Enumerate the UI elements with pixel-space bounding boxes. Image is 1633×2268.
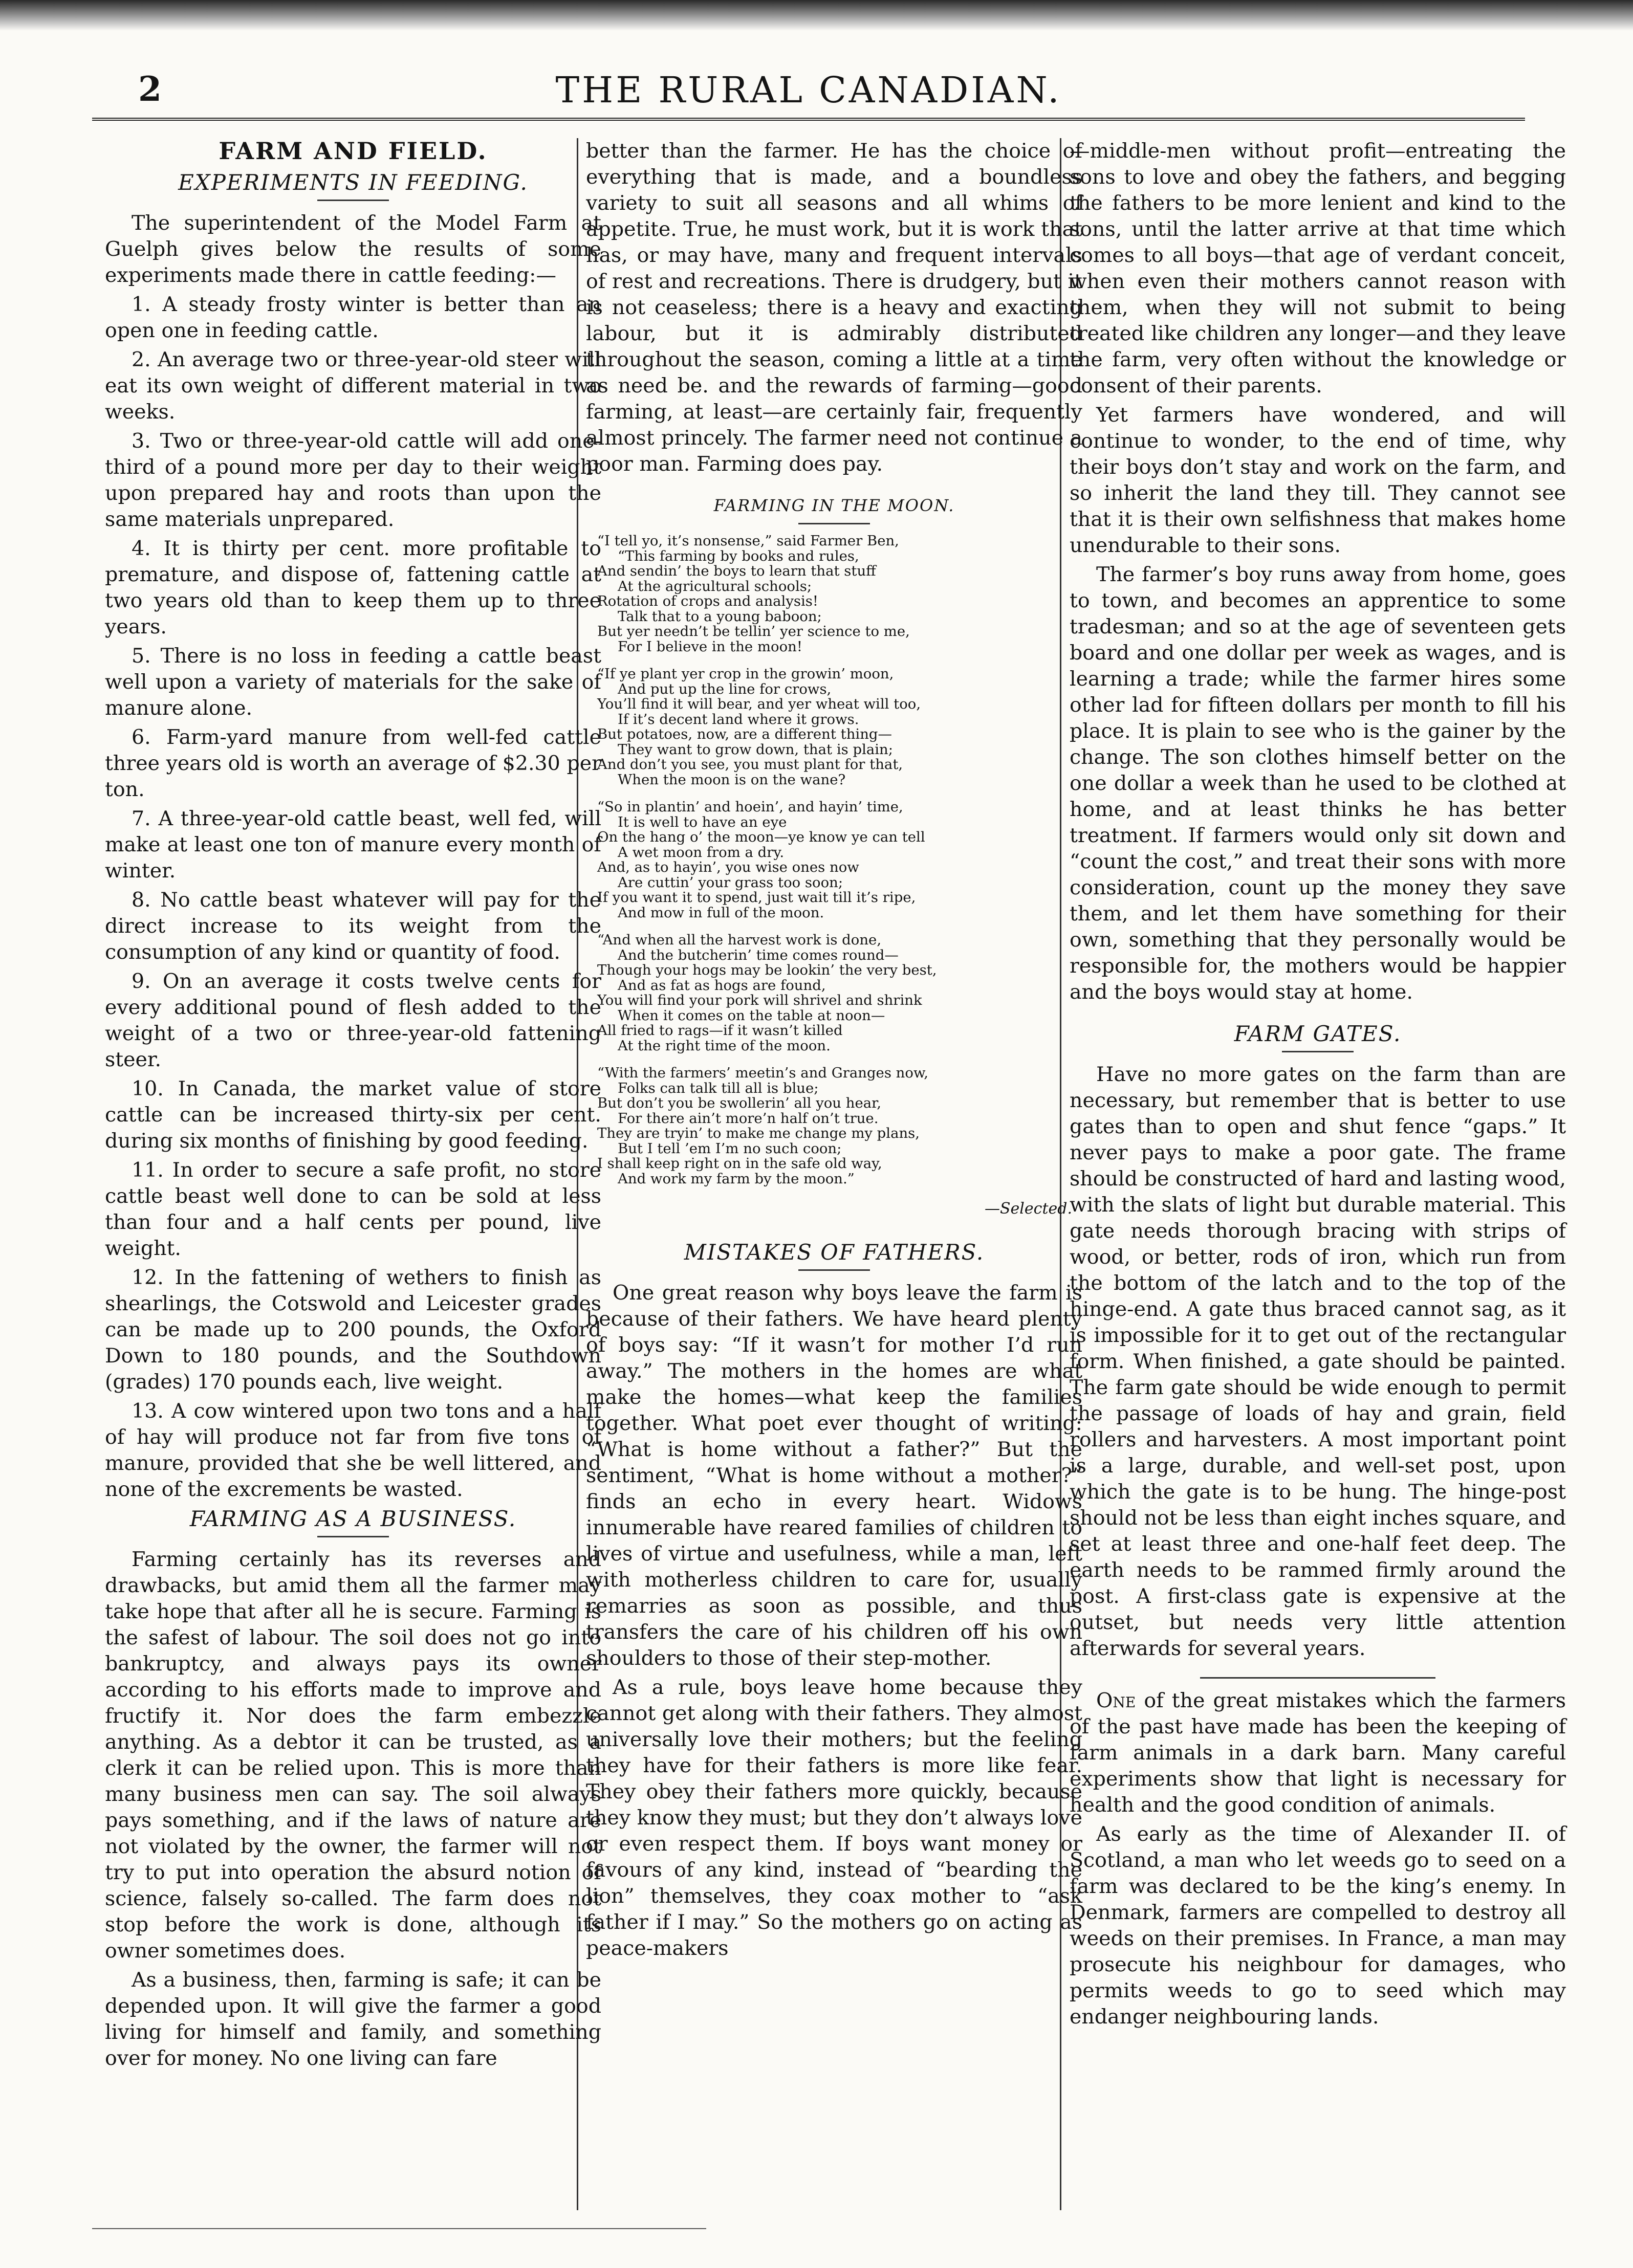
poem-line: For there ain’t more’n half on’t true. — [618, 1110, 879, 1127]
section-title: FARMING AS A BUSINESS. — [189, 1506, 517, 1531]
column-2 — [586, 138, 1082, 1965]
paragraph: As a business, then, farming is safe; it can be depended upon. It will give the farmer a good living for himself and family, and something over for money. No one living can fare — [105, 1968, 601, 2070]
list-item: 5. There is no loss in feeding a cattle beast well upon a variety of materials for the sake of manure alone. — [105, 644, 601, 720]
poem-line: And, as to hayin’, you wise ones now — [597, 859, 859, 875]
list-item: 2. An average two or three-year-old steer will eat its own weight of different material in two weeks. — [105, 348, 601, 424]
poem-line: Though your hogs may be lookin’ the very best, — [597, 962, 937, 978]
list-item: 1. A steady frosty winter is better than an open one in feeding cattle. — [105, 293, 601, 342]
paragraph: As a rule, boys leave home because they cannot get along with their fathers. They almost universally love their mothers; but the feeling they have for their fathers is more like fear. They obey their fathers more quickly, because they know they must; but they don’t always love or even respect them. If boys want money or favours of any kind, instead of “bearding the lion” themselves, they coax mother to “ask father if I may.” So the mothers go on acting as peace-makers — [586, 1676, 1082, 1960]
poem-line: You’ll find it will bear, and yer wheat will too, — [597, 696, 921, 712]
poem-line: It is well to have an eye — [618, 813, 787, 830]
paragraph: Farming certainly has its reverses and drawbacks, but amid them all the farmer may take hope that after all he is secure. Farming is the safest of labour. The soil does not go into bankruptcy, and always pays its owner according to his efforts made to improve and fructify it. Nor does the farm embezzle anything. As a debtor it can be trusted, as a clerk it can be relied upon. This is more than many business men can say. The soil always pays something, and if the laws of nature are not violated by the owner, the farmer will not try to put into operation the absurd notion of science, falsely so-called. The farm does not stop before the work is done, although its owner sometimes does. — [105, 1548, 601, 1963]
poem-line: On the hang o’ the moon—ye know ye can tell — [597, 829, 925, 845]
poem-line: You will find your pork will shrivel and shrink — [597, 992, 922, 1008]
list-item: 12. In the fattening of wethers to finish as shearlings, the Cotswold and Leicester grades can be made up to 200 pounds, the Oxford Down to 180 pounds, and the Southdown (grades) 170 pounds each, live weight. — [105, 1266, 601, 1394]
poem-stanza — [597, 1066, 1082, 1186]
page-bottom-rule — [92, 2228, 706, 2229]
poem-line: “So in plantin’ and hoein’, and hayin’ time, — [597, 799, 903, 815]
poem-stanza — [597, 667, 1082, 787]
poem-line: But potatoes, now, are a different thing— — [597, 726, 892, 742]
poem-line: If you want it to spend, just wait till it’s ripe, — [597, 889, 916, 906]
scan-edge — [0, 0, 1633, 31]
poem-line: When the moon is on the wane? — [618, 771, 846, 788]
title-rule — [317, 200, 389, 201]
poem-attribution: —Selected. — [984, 1200, 1072, 1218]
poem — [597, 534, 1082, 1186]
title-rule — [1282, 1051, 1354, 1052]
poem-line: But yer needn’t be tellin’ yer science to me, — [597, 623, 910, 640]
poem-stanza — [597, 800, 1082, 920]
page-number: 2 — [138, 69, 162, 109]
section-title: FARM GATES. — [1234, 1021, 1402, 1046]
list-item: 9. On an average it costs twelve cents for every additional pound of flesh added to the weight of a two or three-year-old fattening steer. — [105, 970, 601, 1071]
list-item: 3. Two or three-year-old cattle will add one-third of a pound more per day to their weight upon prepared hay and roots than upon the same materials unprepared. — [105, 429, 601, 531]
paragraph: The farmer’s boy runs away from home, goes to town, and becomes an apprentice to some tradesman; and so at the age of seventeen gets board and one dollar per week as wages, and is learning a trade; while the farmer hires some other lad for fifteen dollars per month to fill his place. It is plain to see who is the gainer by the change. The son clothes himself better on the one dollar a week than he used to be clothed at home, and at least thinks he has better treatment. If farmers would only sit down and “count the cost,” and treat their sons with more consideration, count up the money they save them, and let them have something for their own, something that they personally would be responsible for, the mothers would be happier and the boys would stay at home. — [1070, 563, 1566, 1004]
poem-line: For I believe in the moon! — [618, 638, 802, 655]
list-item: 10. In Canada, the market value of store cattle can be increased thirty-six per cent. during six months of finishing by good feeding. — [105, 1077, 601, 1153]
paragraph: —middle-men without profit—entreating the sons to love and obey the fathers, and begging the fathers to be more lenient and kind to the sons, until the latter arrive at that time which comes to all boys—that age of verdant conceit, when even their mothers cannot reason with them, when they will not submit to being treated like children any longer—and they leave the farm, very often without the knowledge or consent of their parents. — [1070, 139, 1566, 398]
list-item: 11. In order to secure a safe profit, no store cattle beast well done to can be sold at less than four and a half cents per pound, live weight. — [105, 1158, 601, 1260]
poem-line: All fried to rags—if it wasn’t killed — [597, 1022, 843, 1039]
poem-line: But don’t you be swollerin’ all you hear, — [597, 1095, 882, 1111]
paragraph: The superintendent of the Model Farm at Guelph gives below the results of some experiments made there in cattle feeding:— — [105, 211, 601, 287]
poem-line: “This farming by books and rules, — [618, 547, 859, 564]
poem-line: “If ye plant yer crop in the growin’ moon, — [597, 666, 894, 682]
paragraph — [1070, 1688, 1566, 1818]
poem-line: When it comes on the table at noon— — [618, 1007, 885, 1024]
title-rule — [798, 1269, 870, 1271]
poem-line: Talk that to a young baboon; — [618, 608, 822, 625]
department-heading: FARM AND FIELD. — [219, 137, 488, 165]
paragraph: One great reason why boys leave the farm is because of their fathers. We have heard plenty of boys say: “If it wasn’t for mother I’d run away.” The mothers in the homes are what make the homes—what keep the families together. What poet ever thought of writing: “What is home without a father?” But the sentiment, “What is home without a mother?” finds an echo in every heart. Widows innumerable have reared families of children to lives of virtue and usefulness, while a man, left with motherless children to care for, usually remarries as soon as possible, and thus transfers the care of his children off his own shoulders to those of their step-mother. — [586, 1281, 1082, 1670]
poem-line: “And when all the harvest work is done, — [597, 932, 882, 948]
section-title: MISTAKES OF FATHERS. — [684, 1240, 985, 1265]
poem-line: And as fat as hogs are found, — [618, 977, 826, 994]
poem-line: “I tell yo, it’s nonsense,” said Farmer Ben, — [597, 533, 899, 549]
poem-stanza — [597, 534, 1082, 654]
poem-title: FARMING IN THE MOON. — [713, 496, 955, 515]
paragraph: Have no more gates on the farm than are necessary, but remember that is better to use gates than to open and shut fence “gaps.” It never pays to make a poor gate. The frame should be constructed of hard and lasting wood, with the slats of light but durable material. This gate needs thorough bracing with strips of wood, or better, rods of iron, which run from the bottom of the latch and to the top of the hinge-end. A gate thus braced cannot sag, as it is impossible for it to get out of the rectangular form. When finished, a gate should be painted. The farm gate should be wide enough to permit the passage of loads of hay and grain, field rollers and harvesters. A most important point is a large, durable, and well-set post, upon which the gate is to be hung. The hinge-post should not be less than eight inches square, and set at least three and one-half feet deep. The earth needs to be rammed firmly around the post. A first-class gate is expensive at the outset, but needs very little attention afterwards for several years. — [1070, 1063, 1566, 1660]
page-header — [92, 56, 1525, 121]
paragraph: As early as the time of Alexander II. of Scotland, a man who let weeds go to seed on a farm was declared to be the king’s enemy. In Denmark, farmers are compelled to destroy all weeds on their premises. In France, a man may prosecute his neighbour for damages, who permits weeds to go to seed which may endanger neighbouring lands. — [1070, 1822, 1566, 2029]
list-item: 8. No cattle beast whatever will pay for the direct increase to its weight from the consumption of any kind or quantity of food. — [105, 888, 601, 964]
column-1 — [105, 138, 601, 2075]
paragraph: Yet farmers have wondered, and will continue to wonder, to the end of time, why their boys don’t stay and work on the farm, and so inherit the land they till. They cannot see that it is their own selfishness that makes home unendurable to their sons. — [1070, 403, 1566, 557]
poem-line: Are cuttin’ your grass too soon; — [618, 874, 843, 891]
poem-line: And sendin’ the boys to learn that stuff — [597, 563, 876, 579]
column-3 — [1070, 138, 1566, 2033]
poem-stanza — [597, 933, 1082, 1053]
list-item: 6. Farm-yard manure from well-fed cattle three years old is worth an average of $2.30 per ton. — [105, 725, 601, 801]
title-rule — [317, 1536, 389, 1537]
paragraph: better than the farmer. He has the choice of everything that is made, and a boundless variety to suit all seasons and all whims of appetite. True, he must work, but it is work that has, or may have, many and frequent intervals of rest and recreations. There is drudgery, but it is not ceaseless; there is a heavy and exacting labour, but it is admirably distributed throughout the season, coming a little at a time as need be. and the rewards of farming—good farming, at least—are certainly fair, frequently almost princely. The farmer need not continue a poor man. Farming does pay. — [586, 139, 1082, 476]
poem-line: And work my farm by the moon.” — [618, 1170, 855, 1187]
lead-word: One — [1096, 1689, 1136, 1712]
paper-title: THE RURAL CANADIAN. — [555, 69, 1062, 111]
poem-line: And don’t you see, you must plant for that, — [597, 756, 903, 773]
list-item: 4. It is thirty per cent. more profitable to premature, and dispose of, fattening cattle at two years old than to keep them up to three years. — [105, 537, 601, 638]
poem-line: And mow in full of the moon. — [618, 904, 824, 921]
title-rule — [798, 523, 870, 524]
section-title: EXPERIMENTS IN FEEDING. — [178, 170, 528, 195]
poem-line: They want to grow down, that is plain; — [618, 741, 894, 758]
poem-line: “With the farmers’ meetin’s and Granges now, — [597, 1065, 928, 1081]
poem-line: And put up the line for crows, — [618, 680, 832, 697]
poem-line: At the agricultural schools; — [618, 578, 812, 594]
list-item: 13. A cow wintered upon two tons and a half of hay will produce not far from five tons of manure, provided that she be well littered, and none of the excrements be wasted. — [105, 1399, 601, 1501]
section-separator — [1200, 1677, 1435, 1679]
list-item: 7. A three-year-old cattle beast, well fed, will make at least one ton of manure every month of winter. — [105, 807, 601, 883]
paragraph-text: of the great mistakes which the farmers of the past have made has been the keeping of farm animals in a dark barn. Many careful experiments show that light is necessary for health and the good condition of animals. — [1070, 1689, 1566, 1817]
poem-line: If it’s decent land where it grows. — [618, 711, 859, 728]
poem-line: But I tell ’em I’m no such coon; — [618, 1140, 842, 1157]
poem-line: They are tryin’ to make me change my plans, — [597, 1125, 920, 1141]
poem-line: Rotation of crops and analysis! — [597, 593, 818, 609]
poem-line: A wet moon from a dry. — [618, 844, 785, 861]
poem-line: Folks can talk till all is blue; — [618, 1080, 819, 1096]
poem-line: I shall keep right on in the safe old way, — [597, 1155, 882, 1172]
poem-line: At the right time of the moon. — [618, 1037, 831, 1054]
poem-line: And the butcherin’ time comes round— — [618, 946, 899, 963]
